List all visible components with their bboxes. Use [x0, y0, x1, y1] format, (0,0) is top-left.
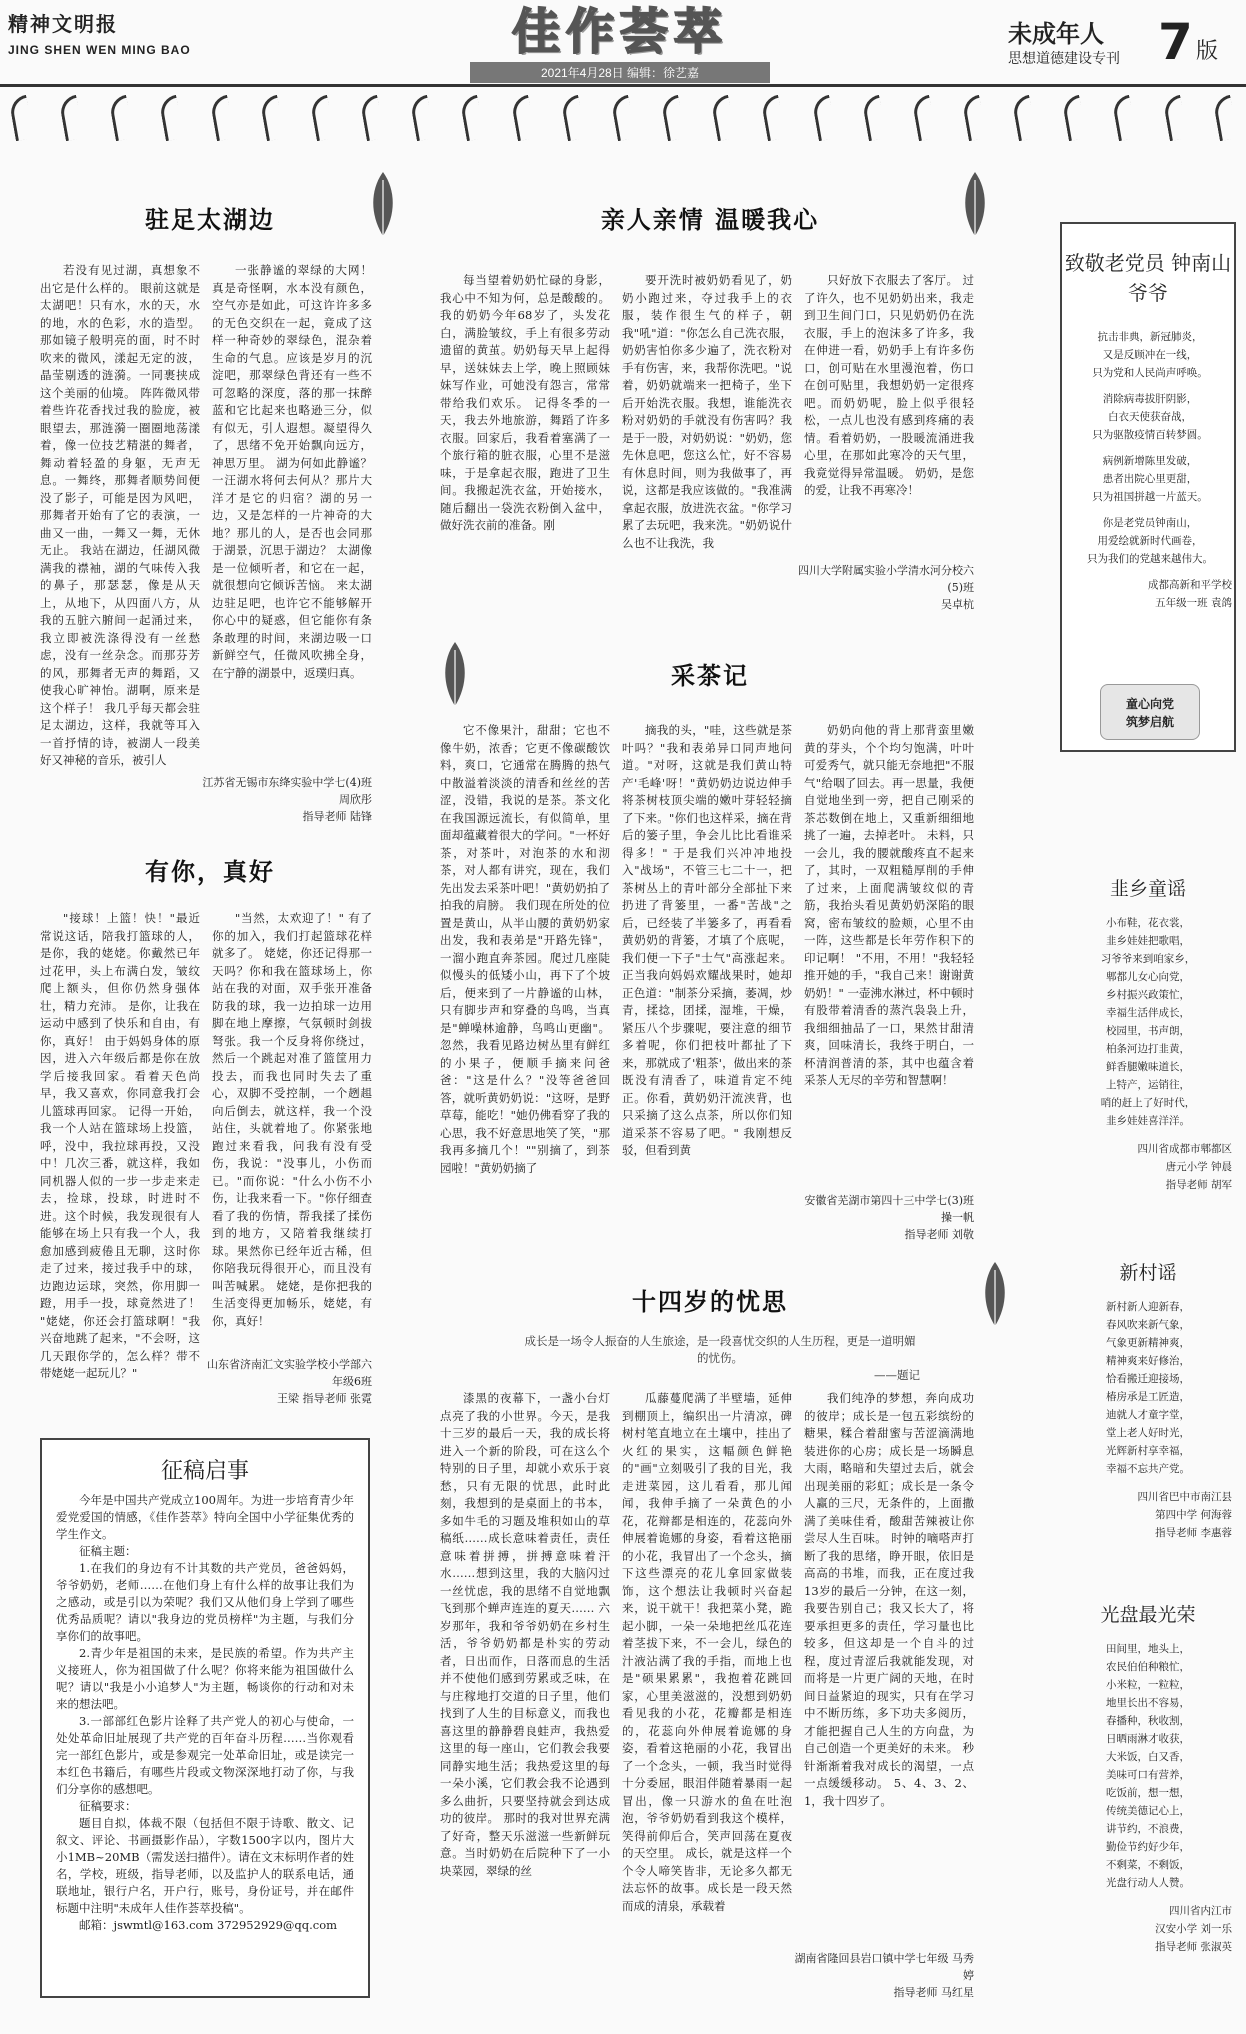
masthead-logo-block — [8, 8, 238, 80]
article-body-qinren-col2 — [622, 272, 792, 612]
featured-poem-title: 致敬老党员 钟南山爷爷 — [1064, 251, 1232, 305]
ring-binding-icon — [660, 95, 685, 141]
poem-line: 只为驱散疫情百转梦圆。 — [1092, 429, 1208, 441]
ring-binding-icon — [861, 95, 886, 141]
ring-binding-icon — [911, 95, 936, 141]
badge-line: 童心向党 — [1125, 697, 1174, 711]
ring-binding-icon — [711, 95, 736, 141]
article-body-qinren-col3 — [804, 272, 974, 552]
byline-teacher-label: 指导老师 — [302, 810, 347, 823]
ring-binding-icon — [159, 95, 184, 141]
poem-credit-teacher-label: 指导老师 — [1155, 1527, 1198, 1539]
poem-line: 美味可口有营养， — [1106, 1769, 1190, 1781]
epigraph-source: ——题记 — [874, 1368, 920, 1382]
poem-credit-school: 四川省巴中市南江县 — [1137, 1491, 1232, 1503]
cfp-paragraph: 3.一部部红色影片诠释了共产党人的初心与使命，一处处革命旧址展现了共产党的百年奋斗历程……当你观看完一部红色影片，或是参观完一处革命旧址，或是读完一本红色书籍后，有哪些片段或文物深深地打动了你，与我们分享你的感想吧。 — [56, 1714, 354, 1796]
poem-line: 患者出院心里更甜， — [1102, 473, 1198, 485]
article-body-taihu-col2 — [212, 262, 372, 762]
poem-line: 日晒雨淋才收获， — [1106, 1733, 1190, 1745]
poem-line: 大米饭，白又香， — [1106, 1751, 1190, 1763]
poem-line: 幸福生活伴成长， — [1106, 1007, 1190, 1019]
poem-line: 恰看搬迁迎接场， — [1106, 1373, 1190, 1385]
poem-credit-teacher-label: 指导老师 — [1155, 1941, 1198, 1953]
poem-line: 柏条河边打韭黄， — [1106, 1043, 1190, 1055]
byline-school: 湖南省隆回县岩口镇中学七年级 — [794, 1952, 949, 1965]
featured-poem-box — [1060, 222, 1236, 752]
article-body-caicha-col2 — [622, 722, 792, 1267]
byline-student: 操一帆 — [941, 1211, 974, 1224]
article-body-caicha-col1 — [440, 722, 610, 1267]
article-paragraph: 每当望着奶奶忙碌的身影，我心中不知为何，总是酸酸的。 我的奶奶今年68岁了，头发花白，满脸皱纹，手上有很多劳动遗留的黄茧。奶奶每天早上起得早，送妹妹去上学，晚上照顾妹妹写作业，可她没有怨言，常常带给我们欢乐。 记得冬季的一天，我去外地旅游，舞蹈了许多衣服。回家后，我看着塞满了一个旅行箱的脏衣服，心里不是滋味，于是拿起衣服，跑进了卫生间。我搬起洗衣盆，开始接水，随后翻出一袋洗衣粉倒入盆中，做好洗衣前的准备。刚 — [440, 273, 610, 532]
poem-line: 韭乡娃娃把歌唱， — [1106, 935, 1190, 947]
article-paragraph: "当然，太欢迎了！" 有了你的加入，我们打起篮球花样就多了。 姥姥，你还记得那一天吗？你和我在篮球场上，你站在我的对面，双手张开准备防我的球，我一边拍球一边用脚在地上摩擦，气氛顿时剑拔弩张。我一个反身将你绕过，然后一个跳起对准了篮筐用力投去，而我也同时失去了重心，双脚不受控制，一个趔趄向后倒去，就这样，我一个没站住，头就着地了。你紧张地跑过来看我，问我有没有受伤，我说："没事儿，小伤而已。"而你说："什么小伤不小伤，让我来看一下。"你仔细查看了我的伤情，帮我揉了揉伤到的地方，又陪着我继续打球。果然你已经年近古稀，但你陪我玩得很开心，而且没有叫苦喊累。 姥姥，是你把我的生活变得更加畅乐，姥姥，有你，真好！ — [212, 911, 372, 1328]
poem-line: 你是老党员钟南山， — [1102, 517, 1198, 529]
poem-line: 精神爽来好修治， — [1106, 1355, 1190, 1367]
byline-caicha — [790, 1192, 974, 1243]
poem-credit-teacher: 张淑英 — [1200, 1941, 1232, 1953]
leaf-icon — [980, 1260, 1010, 1330]
article-epigraph — [520, 1333, 920, 1384]
byline-youni — [200, 1356, 372, 1407]
article-paragraph: 一张静谧的翠绿的大网！真是奇怪啊，水本没有颜色，空气亦是如此，可这许许多多的无色交织在一起，竟成了这样一种奇妙的翠绿色，混杂着生命的气息。应该是岁月的沉淀吧，那翠绿色背还有一些不可忽略的深度，落的那一抹醉蓝和它比起来也略逊三分，似有似无，引人遐想。凝望得久了，思绪不免开始飘向远方，神思万里。 湖为何如此静谧？一汪湖水将何去何从？那片大洋才是它的归宿？湖的另一边，又是怎样的一片神奇的大地？那儿的人，是否也会同那于湖景，沉思于湖边？ 太湖像是一位倾听者，和它在一起，就很想向它倾诉苦恼。 来太湖边驻足吧，也许它不能够解开你心中的疑惑，但它能你有条条敢理的时间，来湖边吸一口新鲜空气，任微风吹拂全身，在宁静的湖景中，返璞归真。 — [212, 263, 372, 680]
article-title-shisi: 十四岁的忧思 — [632, 1288, 788, 1316]
poem-line: 堂上老人好时光， — [1106, 1427, 1190, 1439]
leaf-icon — [440, 640, 470, 710]
poem-line: 用爱绘就新时代画卷， — [1097, 535, 1203, 547]
poem-line: 小布鞋，花衣裳， — [1106, 917, 1190, 929]
poem-credit-school2: 汉安小学 — [1155, 1923, 1198, 1935]
poem-line: 上特产，运销往， — [1106, 1079, 1190, 1091]
ring-binding-icon — [460, 95, 485, 141]
poem-credit-student: 袁鸽 — [1211, 597, 1232, 609]
newspaper-logo: 精神文明报 — [8, 12, 118, 36]
supplement-title: 未成年人 — [1008, 20, 1104, 48]
poem-line: 校园里，书声朗， — [1106, 1025, 1190, 1037]
supplement-header — [1008, 12, 1238, 82]
ring-binding-icon — [1062, 95, 1087, 141]
article-body-youni-col1 — [40, 910, 200, 1410]
ring-binding-icon — [1212, 95, 1237, 141]
poem-line: 郫都儿女心向党， — [1106, 971, 1190, 983]
ring-binding-icon — [58, 95, 83, 141]
featured-poem-body — [1068, 328, 1232, 612]
byline-teacher: 马红星 — [941, 1986, 974, 1999]
poem-line: 新村新人迎新春， — [1106, 1301, 1190, 1313]
poem-credit-school2: 第四中学 — [1155, 1509, 1198, 1521]
cfp-heading: 征稿要求： — [79, 1799, 137, 1813]
ring-binding-icon — [811, 95, 836, 141]
poem-line: 气象更新精神爽， — [1106, 1337, 1190, 1349]
article-paragraph: 摘我的头，"哇，这些就是茶叶吗？"我和表弟异口同声地问道。"对呀，这就是我们黄山特产'毛峰'呀！"黄奶奶边说边伸手将茶树枝顶尖端的嫩叶芽轻轻摘了下来。"你们也这样采，摘在背后的篓子里，争会儿比比看谁采得多！" 于是我们兴冲冲地投入"战场"，不管三七二十一，把茶树丛上的青叶部分全部扯下来扔进了背篓里，一番"苦战"之后，已经装了半篓多了，再看看黄奶奶的背篓，才填了个底呢，我们便一下子"士气"高涨起来。 正当我向妈妈欢耀战果时，她却正色道："制茶分采摘，萎凋，炒青，揉捻，团揉，湿堆，干燥，紧压八个步骤呢，要注意的细节多着呢，你们把枝叶都扯了下来，那就成了'粗茶'，做出来的茶既没有清香了，味道肯定不纯正。你看，黄奶奶汗流浃背，也只采摘了这么点茶，所以你们知道采茶不容易了吧。" 我刚想反驳，但看到黄 — [622, 723, 792, 1157]
ring-binding — [0, 96, 1246, 146]
byline-teacher: 陆锋 — [350, 810, 372, 823]
poem-line: 椿房承是工匠造， — [1106, 1391, 1190, 1403]
poem-credit-school: 四川省成都市郫都区 — [1137, 1143, 1232, 1155]
poem-line: 幸福不忘共产党。 — [1106, 1463, 1190, 1475]
ring-binding-icon — [1011, 95, 1036, 141]
poem-line: 田间里，地头上， — [1106, 1643, 1190, 1655]
poem-line: 迪就人才童字堂， — [1106, 1409, 1190, 1421]
byline-teacher: 刘敬 — [952, 1228, 974, 1241]
poem-line: 只为我们的党越来越伟大。 — [1087, 553, 1213, 565]
ring-binding-icon — [309, 95, 334, 141]
poem-credit-teacher: 胡军 — [1211, 1179, 1232, 1191]
poem-line: 消除病毒拔肝阴影， — [1102, 393, 1198, 405]
poem-line: 乡村振兴政策忙， — [1106, 989, 1190, 1001]
cfp-paragraph: 题目自拟，体裁不限（包括但不限于诗歌、散文、记叙文、评论、书画摄影作品），字数1500字以内，图片大小1MB~20MB（需发送扫描件）。请在文末标明作者的姓名，学校，班级，指导老师，以及监护人的联系电话，通联地址，银行户名，开户行，账号，身份证号，并在邮件标题中注明"未成年人佳作荟萃投稿"。 — [56, 1816, 354, 1915]
poem-line: 习爷爷来到咱家乡， — [1100, 953, 1196, 965]
ring-binding-icon — [761, 95, 786, 141]
call-for-papers-box — [40, 1438, 370, 1998]
byline-student: 周欣彤 — [339, 793, 372, 806]
byline-school: 山东省济南汇文实验学校小学部六年级6班 — [207, 1358, 372, 1388]
article-paragraph: "接球！上篮！快！"最近常说这话，陪我打篮球的人，是你，我的姥姥。你戴然已年过花甲，头上布满白发，皱纹爬上额头，但你仍然身强体壮，精力充沛。 是你，让我在运动中感到了快乐和自由，有你，真好！ 由于妈妈身体的原因，进入六年级后都是你在放学后接我回家。看着天色尚早，我又喜欢，你同意我打会儿篮球再回家。 记得一开始，我一个人站在篮球场上投篮，呼，没中，我拉球再投，又没中！几次三番，就这样，我如同机器人似的一步一步走来走去，捡球，投球，时进时不进。这个时候，我发现很有人能够在场上只有我一个人，我愈加感到疲倦且无聊，这时你走了过来，接过我手中的球，边跑边运球，突然，你用脚一蹬，用手一投，球竟然进了！ "姥姥，你还会打篮球啊！"我兴奋地跳了起来，"不会呀，这几天跟你学的，怎么样？带不带姥姥一起玩儿？" — [40, 911, 200, 1380]
poem-line: 讲节约，不浪费， — [1106, 1823, 1190, 1835]
poem-line: 鲜香腿嫩味道长， — [1106, 1061, 1190, 1073]
article-title-caicha: 采茶记 — [671, 662, 749, 690]
poem-credit-class: 五年级一班 — [1155, 597, 1208, 609]
poem-line: 农民伯伯种粮忙， — [1106, 1661, 1190, 1673]
byline-student: 马秀婷 — [952, 1952, 974, 1982]
poem-credit-student: 刘一乐 — [1200, 1923, 1232, 1935]
article-title-taihu: 驻足太湖边 — [145, 206, 275, 234]
article-title-youni: 有你，真好 — [145, 858, 275, 886]
byline-school: 四川大学附属实验小学清水河分校六(5)班 — [798, 564, 974, 594]
ring-binding-icon — [1112, 95, 1137, 141]
poem-line: 抗击非典，新冠肺炎， — [1097, 331, 1203, 343]
poem-line: 只为党和人民尚声呼唤。 — [1092, 367, 1208, 379]
sidebar-poems — [1060, 222, 1236, 2022]
article-paragraph: 瓜藤蔓爬满了半壁墙，延伸到棚顶上，编织出一片清凉，碑树村笔直地立在土壤中，挂出了火红的果实，这幅颜色鲜艳的"画"立刻吸引了我的目光，我走进菜园，这儿看看，那儿闻闻，我伸手摘了一朵黄色的小花，花辩都是相连的，花蕊向外伸展着诡娜的身姿，看着这艳丽的小花，我冒出了一个念头，摘下这些漂亮的花儿拿回家做装饰，这个想法让我顿时兴奋起来，说干就干！我把菜小凳，跪起小脚，一朵一朵地把丝瓜花连着茎拔下来，不一会儿，绿色的汁液沾满了我的手指，而地上也是"硕果累累"，我抱着花跳回家，心里美滋滋的，没想到奶奶看见我的小花，花瓣都是相连的，花蕊向外伸展着诡娜的身姿，看着这艳丽的小花，我冒出了一个念头，一顿，我当时觉得十分委屈，眼泪伴随着暴雨一起冒出，像一只游水的鱼在吐泡泡，爷爷奶奶看到我这个模样，笑得前仰后合，笑声回荡在夏夜的天空里。 成长，就是这样一个个令人啼笑皆非，无论多久都无法忘怀的故事。成长是一段天然而成的清泉，承载着 — [622, 1391, 792, 1913]
article-paragraph: 只好放下衣服去了客厅。 过了许久，也不见奶奶出来，我走到卫生间门口，只见奶奶仍在洗衣服，手上的泡沫多了许多，我在伸进一看，奶奶手上有许多伤口，创可贴在水里漫泡着，伤口在创可贴里，我想奶奶一定很疼吧。而奶奶呢，脸上似乎很轻松，一点儿也没有感到疼痛的表情。看着奶奶，一股暖流涌进我心里，在那如此寒冷的天气里，我竟觉得异常温暖。 奶奶，是您的爱，让我不再寒冷！ — [804, 273, 974, 497]
supplement-subtitle: 思想道德建设专刊 — [1008, 51, 1120, 67]
byline-qinren — [790, 562, 974, 613]
poem-line: 病例新增陈里发破， — [1102, 455, 1198, 467]
poem-credit-school: 成都高新和平学校 — [1148, 579, 1232, 591]
poem-line: 传统美德记心上， — [1106, 1805, 1190, 1817]
article-body-taihu-col1 — [40, 262, 200, 777]
newspaper-pinyin: JING SHEN WEN MING BAO — [8, 43, 191, 57]
poem-line: 春风吹来新气象， — [1106, 1319, 1190, 1331]
cfp-email[interactable]: 邮箱：jswmtl@163.com 372952929@qq.com — [79, 1918, 338, 1932]
badge-line: 筑梦启航 — [1125, 715, 1174, 729]
party-badge-icon — [1100, 684, 1200, 740]
byline-teacher: 张霓 — [350, 1392, 372, 1405]
poem-title-xincun: 新村谣 — [1119, 1262, 1177, 1284]
poem-title-jiuxiang: 韭乡童谣 — [1109, 878, 1186, 900]
byline-teacher-label: 指导老师 — [302, 1392, 347, 1405]
dateline: 2021年4月28日 编辑：徐艺嘉 — [470, 62, 770, 83]
section-header — [470, 4, 770, 80]
epigraph-text: 成长是一场令人振奋的人生旅途，是一段喜忧交织的人生历程，更是一道明媚的忧伤。 — [524, 1334, 916, 1365]
article-paragraph: 奶奶向他的背上那背蛮里嫩黄的芽头，个个均匀饱满，叶叶可爱秀气，就只能无奈地把"不服气"给咽了回去。再一思量，我便自觉地坐到一旁，把自己刚采的茶芯数倒在地上，又重新细细地挑了一遍，去掉老叶。 未料，只一会儿，我的腰就酸疼直不起来了，其时，一双粗糙厚削的手伸了过来，上面爬满皱纹似的青筋，我抬头看见黄奶奶深陷的眼窝，密布皱纹的脸颊，心里不由一阵，这些都是长年劳作积下的印记啊！ "不用，不用！"我轻轻推开她的手，"我自己来！谢谢黄奶奶！" 一壶沸水淋过，杯中顿时有股带着清香的蒸汽袅袅上升，我细细抽品了一口，果然甘甜清爽，回味清长，我终于明白，一杯清润普清的茶，其中也蕴含着采茶人无尽的辛劳和智慧啊！ — [804, 723, 974, 1087]
poem-credit-student: 何海蓉 — [1200, 1509, 1232, 1521]
ring-binding-icon — [359, 95, 384, 141]
byline-school: 江苏省无锡市东绛实验中学七(4)班 — [202, 776, 372, 789]
article-body-shisi-col2 — [622, 1390, 792, 1990]
ring-binding-icon — [510, 95, 535, 141]
ring-binding-icon — [8, 95, 33, 141]
ring-binding-icon — [961, 95, 986, 141]
byline-student: 吴卓杭 — [941, 598, 974, 611]
poem-body-guangpan — [1064, 1640, 1232, 1956]
masthead-rule — [0, 84, 1246, 87]
poem-line: 白衣天使获奋战， — [1108, 411, 1192, 423]
poem-line: 光盘行动人人赞。 — [1106, 1877, 1190, 1889]
poem-line: 地里长出不容易， — [1106, 1697, 1190, 1709]
poem-line: 只为祖国拼越一片蓝天。 — [1092, 491, 1208, 503]
byline-taihu — [200, 774, 372, 825]
section-title: 佳作荟萃 — [511, 4, 728, 60]
article-body-shisi-col1 — [440, 1390, 610, 1990]
article-paragraph: 我们纯净的梦想，奔向成功的彼岸；成长是一包五彩缤纷的糖果，糅合着甜蜜与苦涩滴满地装进你的心房；成长是一场瞬息大雨，略暗和失望过去后，就会出现美丽的彩虹；成长是一条令人赢的三尺，无条件的，上面撒满了美味佳肴，酸甜苦辣被让你尝尽人生百味。 时钟的嘀嗒声打断了我的思绪，睁开眼，依旧是高高的书堆，而我，正在度过我13岁的最后一分钟，在这一刻，我要告别自己；我又长大了，将要承担更多的责任，学习量也比较多，但这却是一个自斗的过程，度过青涩后我就能发现，对而将是一片更广阔的天地，在时间日益紧迫的现实，只有在学习中不断历练，多下功夫多阅历，才能把握自己人生的方向盘，为自己创造一个更美好的未来。 秒针渐渐着我对成长的渴望，一点一点缓缓移动。 5、4、3、2、1，我十四岁了。 — [804, 1391, 974, 1808]
article-body-shisi-col3 — [804, 1390, 974, 1930]
poem-line: 光辉新村享幸福， — [1106, 1445, 1190, 1457]
poem-line: 勤俭节约好少年， — [1106, 1841, 1190, 1853]
ring-binding-icon — [1162, 95, 1187, 141]
poem-line: 吃饭前，想一想， — [1106, 1787, 1190, 1799]
poem-line: 春播种，秋收割， — [1106, 1715, 1190, 1727]
byline-teacher-label: 指导老师 — [893, 1986, 938, 1999]
cfp-heading: 征稿主题： — [79, 1544, 137, 1558]
page-suffix: 版 — [1196, 39, 1219, 64]
byline-student: 王梁 — [277, 1392, 299, 1405]
ring-binding-icon — [410, 95, 435, 141]
poem-line: 不剩菜，不剩饭， — [1106, 1859, 1190, 1871]
ring-binding-icon — [209, 95, 234, 141]
article-paragraph: 若没有见过湖，真想象不出它是什么样的。 眼前这就是太湖吧！只有水，水的天，水的地，水的色彩，水的造型。那如镜子般明亮的面，时不时吹来的微风，漾起无定的波，晶莹剔透的涟漪。一同裹挟成这个美丽的仙境。 阵阵微风带着些许花香找过我的脸庞，被眼望去，那涟漪一圈圈地荡漾着，像一位技艺精湛的舞者，舞动着轻盈的身躯，无声无息。一舞终，那舞者顺势间便没了影子，可能是因为风吧，那舞者开始有了它的表演，一曲又一曲，一舞又一舞，无休无止。 我站在湖边，任湖风微满我的襟袖，湖的气味传入我的鼻子，那瑟瑟，像是从天上，从地下，从四面八方，从我的五脏六腑间一起涌过来，我立即被洗涤得没有一丝愁虑，没有一丝杂念。而那芬芳的风，那舞者无声的舞蹈，又使我心旷神怡。湖啊，原来是这个样子！ 我几乎每天都会驻足太湖边，这样，我就等耳入一首抒情的诗，被湖人一段美好又神秘的音乐，被引人 — [40, 263, 200, 767]
poem-credit-student: 钟晨 — [1211, 1161, 1232, 1173]
poem-credit-teacher: 李惠蓉 — [1200, 1527, 1232, 1539]
ring-binding-icon — [109, 95, 134, 141]
article-paragraph: 它不像果汁，甜甜；它也不像牛奶，浓香；它更不像碳酸饮料，爽口，它通常在腾腾的热气中散溢着淡淡的清香和丝丝的苦涩，没错，我说的是茶。茶文化在我国源远流长，有似简单，里面却蕴藏着很大的学问。"一杯好茶，对茶叶，对泡茶的水和沏茶，对人都有讲究，现在，我们先出发去采茶叶吧！"黄奶奶拍了拍我的肩膀。 我们现在所处的位置是黄山，从半山腰的黄奶奶家出发，我和表弟是"开路先锋"，一溜小跑直奔茶园。爬过几座陡似慢头的低矮小山，再下了个坡后，便来到了一片静谧的山林，只有脚步声和穿叠的鸟鸣，当真是"蝉噪林逾静，鸟鸣山更幽"。忽然，我看见路边树丛里有鲜红的小果子，便顺手摘来问爸爸："这是什么？"没等爸爸回答，就听黄奶奶说："这呀，是野草莓，能吃！"她仍佛看穿了我的心思，我不好意思地笑了笑，"那我再多摘几个！""别摘了，到茶园啦！"黄奶奶摘了 — [440, 723, 610, 1175]
poem-line: 哨的赶上了好时代， — [1100, 1097, 1196, 1109]
poem-credit-teacher-label: 指导老师 — [1165, 1179, 1208, 1191]
ring-binding-icon — [610, 95, 635, 141]
poem-line: 小米粒，一粒粒， — [1106, 1679, 1190, 1691]
poem-line: 又是反顾冲在一线， — [1102, 349, 1198, 361]
article-paragraph: 要开洗时被奶奶看见了，奶奶小跑过来，夺过我手上的衣服，装作很生气的样子，朝我"吼"道："你怎么自己洗衣服，奶奶害怕你多少遍了，洗衣粉对手有伤害，来，我帮你洗吧。"说着，奶奶就端来一把椅子，坐下后开始洗衣服。我想，谁能洗衣粉对奶奶的手就没有伤害吗？我是于一股，对奶奶说："奶奶，您先休息吧，您这么忙，好不容易有休息时间，则为我做事了，再说，这都是我应该做的。"我准满拿起衣服，放进洗衣盆。"你学习累了去玩吧，我来洗。"奶奶说什么也不让我洗，我 — [622, 273, 792, 550]
call-for-papers-title: 征稿启事 — [160, 1459, 249, 1484]
ring-binding-icon — [259, 95, 284, 141]
poem-title-guangpan: 光盘最光荣 — [1100, 1604, 1196, 1626]
byline-school: 安徽省芜湖市第四十三中学七(3)班 — [804, 1194, 974, 1207]
cfp-paragraph: 2.青少年是祖国的未来，是民族的希望。作为共产主义接班人，你为祖国做了什么呢？你将来能为祖国做什么呢？请以"我是小小追梦人"为主题，畅谈你的行动和对未来的想法吧。 — [56, 1646, 354, 1711]
byline-teacher-label: 指导老师 — [904, 1228, 949, 1241]
byline-shisi — [790, 1950, 974, 2001]
article-body-qinren-col1 — [440, 272, 610, 612]
article-body-caicha-col3 — [804, 722, 974, 1182]
article-title-qinren: 亲人亲情 温暖我心 — [600, 206, 820, 234]
cfp-paragraph: 1.在我们的身边有不计其数的共产党员，爸爸妈妈，爷爷奶奶，老师……在他们身上有什么样的故事让我们为之感动，或是引以为荣呢？我们又从他们身上学到了哪些优秀品质呢？请以"我身边的党员榜样"为主题，与我们分享你们的故事吧。 — [56, 1561, 354, 1643]
poem-credit-school: 四川省内江市 — [1169, 1905, 1232, 1917]
call-for-papers-body — [56, 1492, 354, 1934]
ring-binding-icon — [560, 95, 585, 141]
poem-line: 韭乡娃娃喜洋洋。 — [1106, 1115, 1190, 1127]
poem-body-xincun — [1064, 1298, 1232, 1542]
poem-credit-school2: 唐元小学 — [1165, 1161, 1208, 1173]
article-paragraph: 漆黑的夜幕下，一盏小台灯点亮了我的小世界。今天，是我十三岁的最后一天，我的成长将进入一个新的阶段，可在这么个特别的日子里，却就小欢乐于哀愁，只有无限的忧思，此时此刻，我想到的是桌面上的书本，多如牛毛的习题及堆积如山的草稿纸……成长意味着责任，责任意味着拼搏，拼搏意味着汗水……想到这里，我的大脑闪过一丝忧虑，我的思绪不自觉地飘飞到那个蝉声连连的夏天…… 六岁那年，我和爷爷奶奶在乡村生活，爷爷奶奶都是朴实的劳动者，日出而作，日落而息的生活并不使他们感到劳累或乏味，在与庄稼地打交道的日子里，他们找到了人生的目标意义，而我也喜这里的静静碧良蛙声，我热爱这里的每一座山，它们教会我要同静实地生活；我热爱这里的每一朵小溪，它们教会我不论遇到多么曲折，只要坚持就会到达成功的彼岸。 那时的我对世界充满了好奇，整天乐滋滋一些新鲜玩意。当时奶奶在后院种下了一小块菜园，翠绿的丝 — [440, 1391, 610, 1878]
cfp-paragraph: 今年是中国共产党成立100周年。为进一步培育青少年爱党爱国的情感，《佳作荟萃》特向全国中小学征集优秀的学生作文。 — [56, 1493, 354, 1541]
poem-body-jiuxiang — [1064, 914, 1232, 1194]
page-number: 7 — [1158, 13, 1193, 71]
article-body-youni-col2 — [212, 910, 372, 1335]
